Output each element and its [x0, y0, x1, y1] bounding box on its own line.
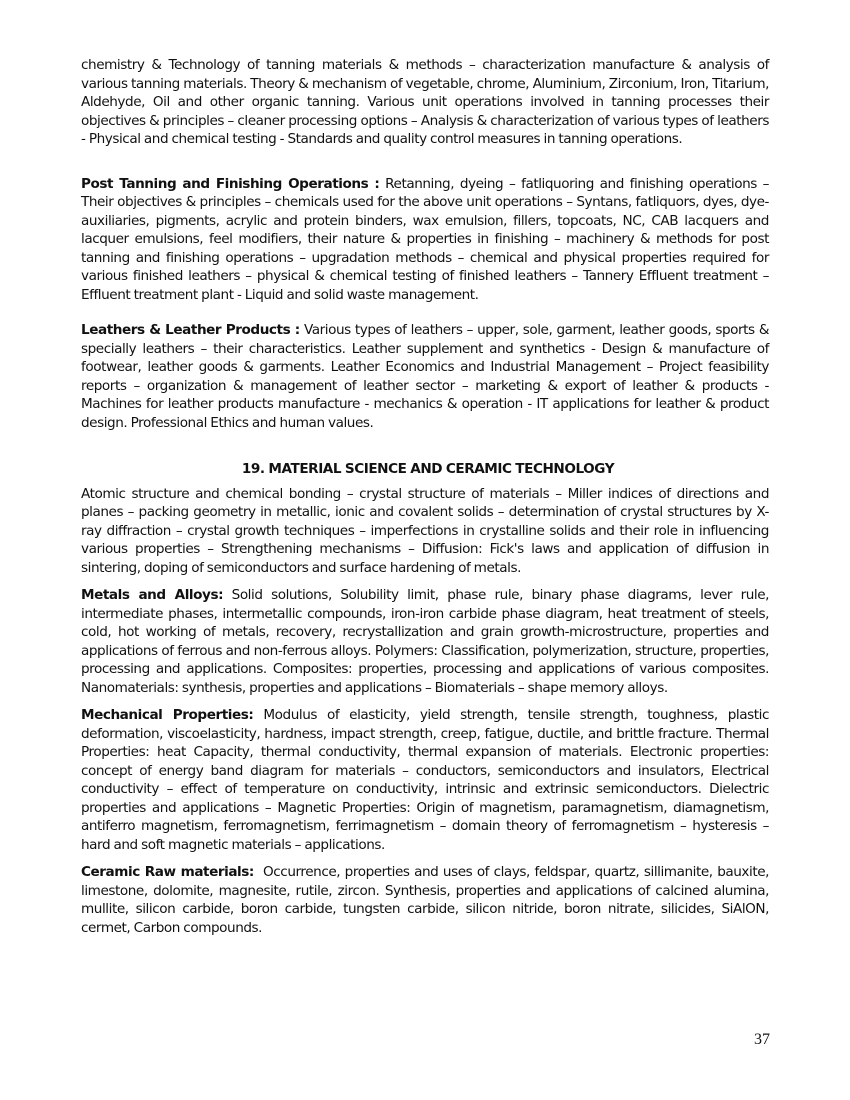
tanning-intro-paragraph: chemistry & Technology of tanning materials & methods – characterization manufacture & analysis of various tanning materials. Theory & mechanism of vegetable, chrome, Aluminium, Zirconium, Iron, Titarium, Aldehyde, Oil and other organic tanning. Various unit operations involved in tanning processes their objectives & principles – cleaner processing options – Analysis & characterization of various types of leathers - Physical and chemical testing - Standards and quality control measures in tanning operations.	[81, 57, 769, 147]
document-page	[81, 56, 769, 937]
post-tanning-heading: Post Tanning and Finishing Operations :	[81, 175, 380, 192]
mechanical-properties-paragraph	[81, 706, 769, 854]
mechanical-properties-body: Modulus of elasticity, yield strength, tensile strength, toughness, plastic deformation, viscoelasticity, hardness, impact strength, creep, fatigue, ductile, and brittle fracture. Thermal Properties: heat Capacity, thermal conductivity, thermal expansion of materials. Electronic properties: concept of energy band diagram for materials – conductors, semiconductors and insulators, Electrical conductivity – effect of temperature on conductivity, intrinsic and extrinsic semiconductors. Dielectric properties and applications – Magnetic Properties: Origin of magnetism, paramagnetism, diamagnetism, antiferro magnetism, ferromagnetism, ferrimagnetism – domain theory of ferromagnetism – hysteresis – hard and soft magnetic materials – applications.	[81, 707, 770, 853]
ceramic-raw-materials-paragraph	[81, 863, 769, 937]
ceramic-raw-materials-heading: Ceramic Raw materials:	[81, 864, 254, 880]
leather-products-heading: Leathers & Leather Products :	[81, 322, 300, 338]
section-19-title: 19. MATERIAL SCIENCE AND CERAMIC TECHNOLOGY	[241, 461, 615, 477]
ceramic-raw-materials-body: Occurrence, properties and uses of clays, feldspar, quartz, sillimanite, bauxite, limestone, dolomite, magnesite, rutile, zircon. Synthesis, properties and applications of calcined alumina, mullite, silicon carbide, boron carbide, tungsten carbide, silicon nitride, boron nitrate, silicides, SiAlON, cermet, Carbon compounds.	[81, 864, 770, 936]
section-19-intro-paragraph: Atomic structure and chemical bonding – crystal structure of materials – Miller indices of directions and planes – packing geometry in metallic, ionic and covalent solids – determination of crystal structures by X-ray diffraction – crystal growth techniques – imperfections in crystalline solids and their role in influencing various properties – Strengthening mechanisms – Diffusion: Fick's laws and application of diffusion in sintering, doping of semiconductors and surface hardening of metals.	[81, 485, 769, 576]
page-number: 37	[754, 1031, 770, 1048]
mechanical-properties-heading: Mechanical Properties:	[81, 707, 254, 723]
metals-alloys-paragraph	[81, 586, 769, 697]
metals-alloys-heading: Metals and Alloys:	[81, 587, 224, 603]
post-tanning-body: Retanning, dyeing – fatliquoring and finishing operations – Their objectives & principles – chemicals used for the above unit operations – Syntans, fatliquors, dyes, dye-auxiliaries, pigments, acrylic and protein binders, wax emulsion, fillers, topcoats, NC, CAB lacquers and lacquer emulsions, feel modifiers, their nature & properties in finishing – machinery & methods for post tanning and finishing operations – upgradation methods – chemical and physical properties required for various finished leathers – physical & chemical testing of finished leathers – Tannery Effluent treatment –Effluent treatment plant - Liquid and solid waste management.	[81, 175, 769, 303]
leather-products-body: Various types of leathers – upper, sole, garment, leather goods, sports & specially leathers – their characteristics. Leather supplement and synthetics - Design & manufacture of footwear, leather goods & garments. Leather Economics and Industrial Management – Project feasibility reports – organization & management of leather sector – marketing & export of leather & products - Machines for leather products manufacture - mechanics & operation - IT applications for leather & product design. Professional Ethics and human values.	[81, 322, 769, 431]
post-tanning-paragraph	[81, 175, 769, 305]
leather-products-paragraph	[81, 321, 769, 432]
metals-alloys-body: Solid solutions, Solubility limit, phase rule, binary phase diagrams, lever rule, intermediate phases, intermetallic compounds, iron-iron carbide phase diagram, heat treatment of steels, cold, hot working of metals, recovery, recrystallization and grain growth-microstructure, properties and applications of ferrous and non-ferrous alloys. Polymers: Classification, polymerization, structure, properties, processing and applications. Composites: properties, processing and applications of various composites. Nanomaterials: synthesis, properties and applications – Biomaterials – shape memory alloys.	[81, 587, 769, 696]
